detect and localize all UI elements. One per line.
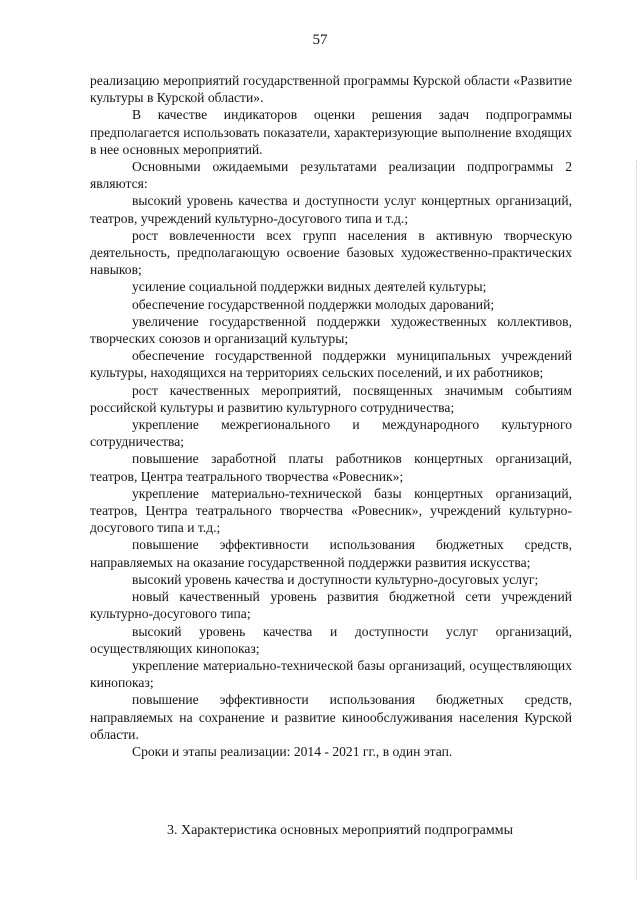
paragraph: высокий уровень качества и доступности культурно-досуговых услуг; bbox=[132, 571, 539, 587]
paragraph: В качестве индикаторов оценки решения задач подпрограммы предполагается использовать показатели, характеризующие выполнение входящих в нее основных мероприятий. bbox=[90, 107, 572, 157]
paragraph: высокий уровень качества и доступности услуг организаций, осуществляющих кинопоказ; bbox=[90, 623, 572, 656]
paragraph: Основными ожидаемыми результатами реализации подпрограммы 2 являются: bbox=[90, 159, 572, 192]
paragraph: усиление социальной поддержки видных деятелей культуры; bbox=[132, 279, 487, 295]
paragraph: новый качественный уровень развития бюджетной сети учреждений культурно-досугового типа; bbox=[90, 589, 572, 622]
paragraph: повышение эффективности использования бюджетных средств, направляемых на оказание государственной поддержки развития искусства; bbox=[90, 537, 572, 570]
paragraph: укрепление межрегионального и международного культурного сотрудничества; bbox=[90, 417, 572, 450]
paragraph: рост качественных мероприятий, посвященных значимым событиям российской культуры и развитию культурного сотрудничества; bbox=[90, 382, 572, 415]
paragraph: повышение эффективности использования бюджетных средств, направляемых на сохранение и развитие кинообслуживания населения Курской области. bbox=[90, 692, 572, 742]
section-heading: 3. Характеристика основных мероприятий подпрограммы bbox=[166, 823, 514, 838]
paragraph: рост вовлеченности всех групп населения в активную творческую деятельность, предполагающую освоение базовых художественно-практических навыков; bbox=[90, 227, 572, 278]
paragraph: увеличение государственной поддержки художественных коллективов, творческих союзов и организаций культуры; bbox=[90, 313, 572, 347]
page-number: 57 bbox=[312, 32, 328, 48]
paragraph: реализацию мероприятий государственной программы Курской области «Развитие культуры в Курской области». bbox=[90, 73, 572, 106]
paragraph: повышение заработной платы работников концертных организаций, театров, Центра театрального творчества «Ровесник»; bbox=[90, 451, 572, 484]
paragraph: укрепление материально-технической базы организаций, осуществляющих кинопоказ; bbox=[90, 657, 572, 691]
body-text bbox=[90, 72, 572, 760]
paragraph: обеспечение государственной поддержки молодых дарований; bbox=[132, 296, 495, 312]
scan-edge-marks bbox=[632, 160, 637, 880]
paragraph: высокий уровень качества и доступности услуг концертных организаций, театров, учреждений культурно-досугового типа и т.д.; bbox=[90, 193, 572, 226]
paragraph: обеспечение государственной поддержки муниципальных учреждений культуры, находящихся на территориях сельских поселений, и их работников; bbox=[90, 348, 572, 381]
paragraph: Сроки и этапы реализации: 2014 - 2021 гг., в один этап. bbox=[132, 743, 453, 759]
paragraph: укрепление материально-технической базы концертных организаций, театров, Центра театрального творчества «Ровесник», учреждений культурно-досугового типа и т.д.; bbox=[90, 485, 572, 536]
